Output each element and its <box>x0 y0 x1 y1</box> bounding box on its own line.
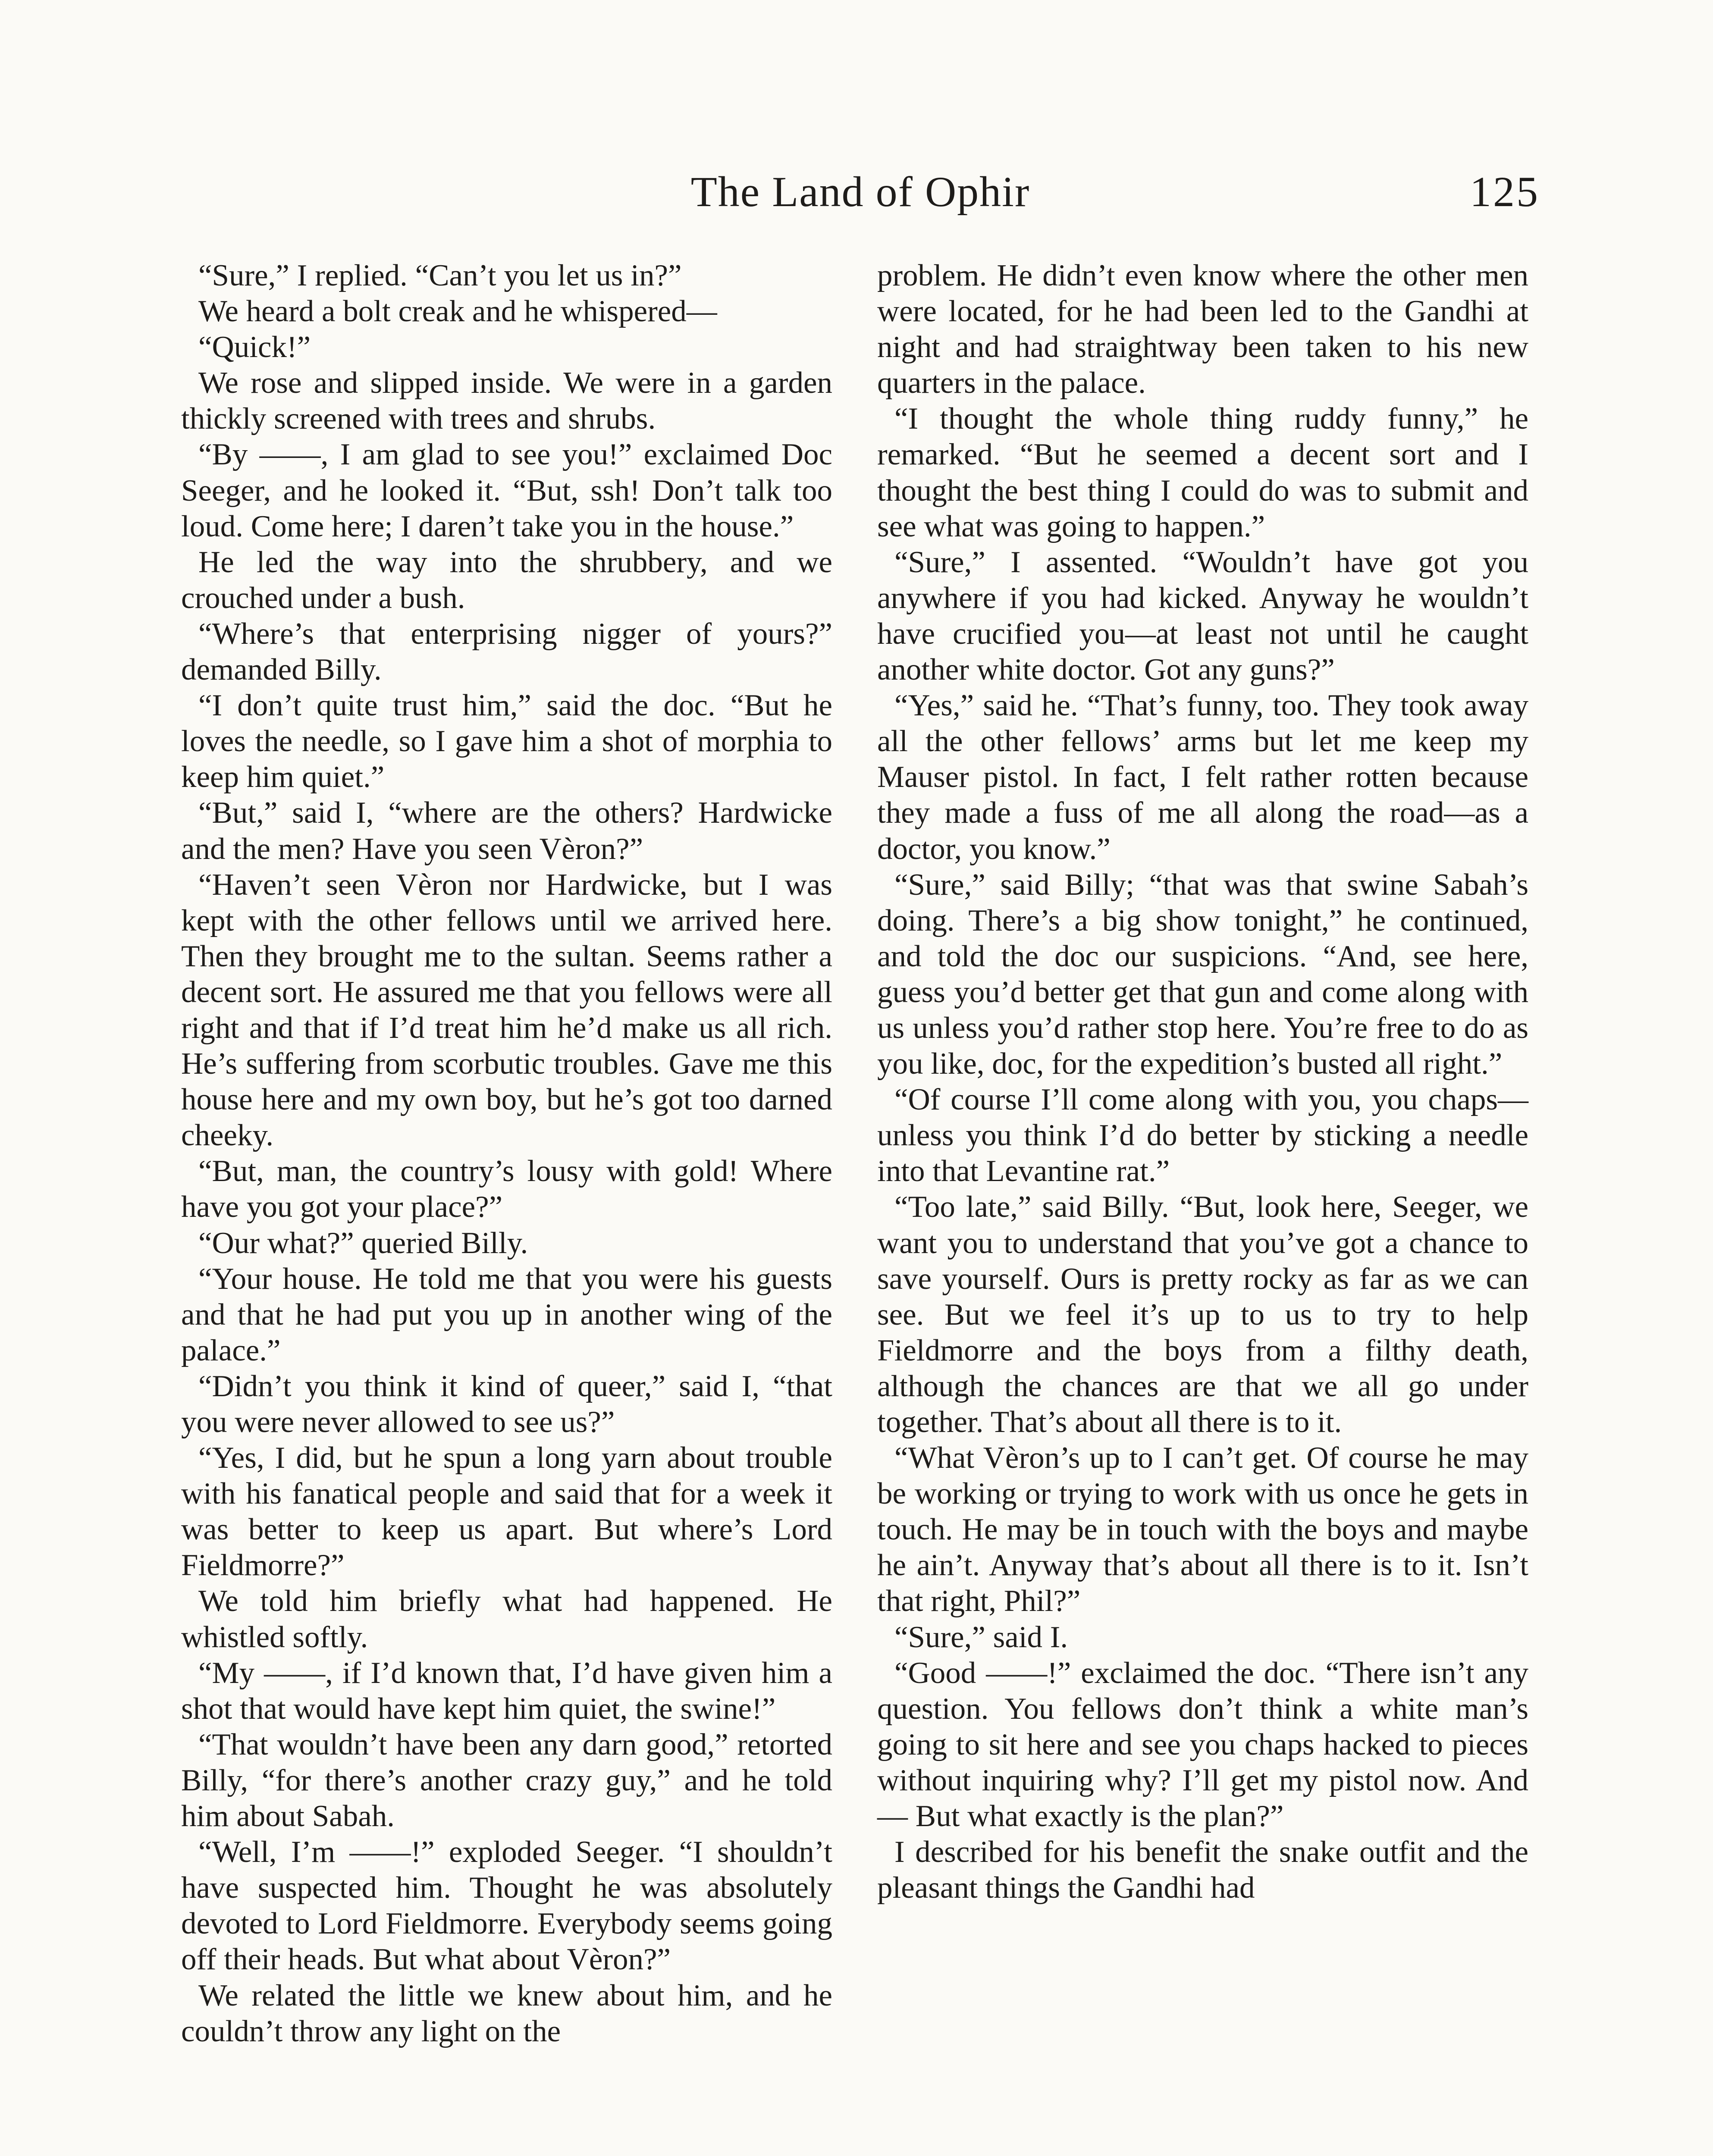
paragraph: “Yes, I did, but he spun a long yarn about trouble with his fanatical people and said that for a week it was better to keep us apart. But where’s Lord Fieldmorre?” <box>181 1441 832 1583</box>
paragraph: “Sure,” I replied. “Can’t you let us in?” <box>198 259 682 292</box>
paragraph: “Sure,” said I. <box>894 1620 1068 1654</box>
right-column <box>877 258 1528 1906</box>
paragraph: “Haven’t seen Vèron nor Hardwicke, but I was kept with the other fellows until we arrived here. Then they brought me to the sultan. Seems rather a decent sort. He assured me that you fellows were all right and that if I’d treat him he’d make us all rich. He’s suffering from scorbutic troubles. Gave me this house here and my own boy, but he’s got too darned cheeky. <box>181 868 832 1153</box>
running-title: The Land of Ophir <box>690 168 1030 216</box>
paragraph: “By ——, I am glad to see you!” exclaimed Doc Seeger, and he looked it. “But, ssh! Don’t talk too loud. Come here; I daren’t take you in the house.” <box>181 438 832 543</box>
paragraph: “Quick!” <box>198 330 311 364</box>
paragraph: “Sure,” said Billy; “that was that swine Sabah’s doing. There’s a big show tonight,” he continued, and told the doc our suspicions. “And, see here, guess you’d better get that gun and come along with us unless you’d rather stop here. You’re free to do as you like, doc, for the expedition’s busted all right.” <box>877 868 1528 1081</box>
page-number: 125 <box>1470 168 1540 216</box>
paragraph: “Our what?” queried Billy. <box>198 1226 528 1260</box>
paragraph: “But, man, the country’s lousy with gold! Where have you got your place?” <box>181 1154 832 1224</box>
paragraph: “Didn’t you think it kind of queer,” said I, “that you were never allowed to see us?” <box>181 1369 832 1439</box>
paragraph: “Sure,” I assented. “Wouldn’t have got you anywhere if you had kicked. Anyway he wouldn’t have crucified you—at least not until he caught another white doctor. Got any guns?” <box>877 545 1528 687</box>
paragraph: problem. He didn’t even know where the other men were located, for he had been led to the Gandhi at night and had straightway been taken to his new quarters in the palace. <box>877 259 1528 400</box>
paragraph: We rose and slipped inside. We were in a garden thickly screened with trees and shrubs. <box>181 366 832 436</box>
paragraph: “What Vèron’s up to I can’t get. Of course he may be working or trying to work with us once he gets in touch. He may be in touch with the boys and maybe he ain’t. Anyway that’s about all there is to it. Isn’t that right, Phil?” <box>877 1441 1528 1618</box>
paragraph: “Of course I’ll come along with you, you chaps—unless you think I’d do better by sticking a needle into that Levantine rat.” <box>877 1083 1528 1188</box>
paragraph: We told him briefly what had happened. He whistled softly. <box>181 1584 832 1654</box>
paragraph: “Your house. He told me that you were his guests and that he had put you up in another wing of the palace.” <box>181 1262 832 1367</box>
paragraph: We related the little we knew about him, and he couldn’t throw any light on the <box>181 1978 832 2048</box>
paragraph: “Where’s that enterprising nigger of yours?” demanded Billy. <box>181 617 832 687</box>
paragraph: “I thought the whole thing ruddy funny,” he remarked. “But he seemed a decent sort and I thought the best thing I could do was to submit and see what was going to happen.” <box>877 402 1528 543</box>
paragraph: “Yes,” said he. “That’s funny, too. They took away all the other fellows’ arms but let me keep my Mauser pistol. In fact, I felt rather rotten because they made a fuss of me all along the road—as a doctor, you know.” <box>877 689 1528 866</box>
paragraph: “I don’t quite trust him,” said the doc. “But he loves the needle, so I gave him a shot of morphia to keep him quiet.” <box>181 689 832 794</box>
paragraph: “My ——, if I’d known that, I’d have given him a shot that would have kept him quiet, the swine!” <box>181 1656 832 1726</box>
paragraph: “But,” said I, “where are the others? Hardwicke and the men? Have you seen Vèron?” <box>181 796 832 866</box>
left-column <box>181 258 832 2049</box>
paragraph: I described for his benefit the snake outfit and the pleasant things the Gandhi had <box>877 1835 1528 1905</box>
paragraph: “Too late,” said Billy. “But, look here, Seeger, we want you to understand that you’ve got a chance to save yourself. Ours is pretty rocky as far as we can see. But we feel it’s up to us to try to help Fieldmorre and the boys from a filthy death, although the chances are that we all go under together. That’s about all there is to it. <box>877 1190 1528 1439</box>
paragraph: We heard a bolt creak and he whispered— <box>198 295 717 329</box>
paragraph: “That wouldn’t have been any darn good,” retorted Billy, “for there’s another crazy guy,” and he told him about Sabah. <box>181 1727 832 1833</box>
paragraph: He led the way into the shrubbery, and we crouched under a bush. <box>181 545 832 615</box>
page-header <box>181 164 1540 220</box>
paragraph: “Good ——!” exclaimed the doc. “There isn’t any question. You fellows don’t think a white man’s going to sit here and see you chaps hacked to pieces without inquiring why? I’ll get my pistol now. And— But what exactly is the plan?” <box>877 1656 1528 1833</box>
paragraph: “Well, I’m ——!” exploded Seeger. “I shouldn’t have suspected him. Thought he was absolutely devoted to Lord Fieldmorre. Everybody seems going off their heads. But what about Vèron?” <box>181 1835 832 1977</box>
